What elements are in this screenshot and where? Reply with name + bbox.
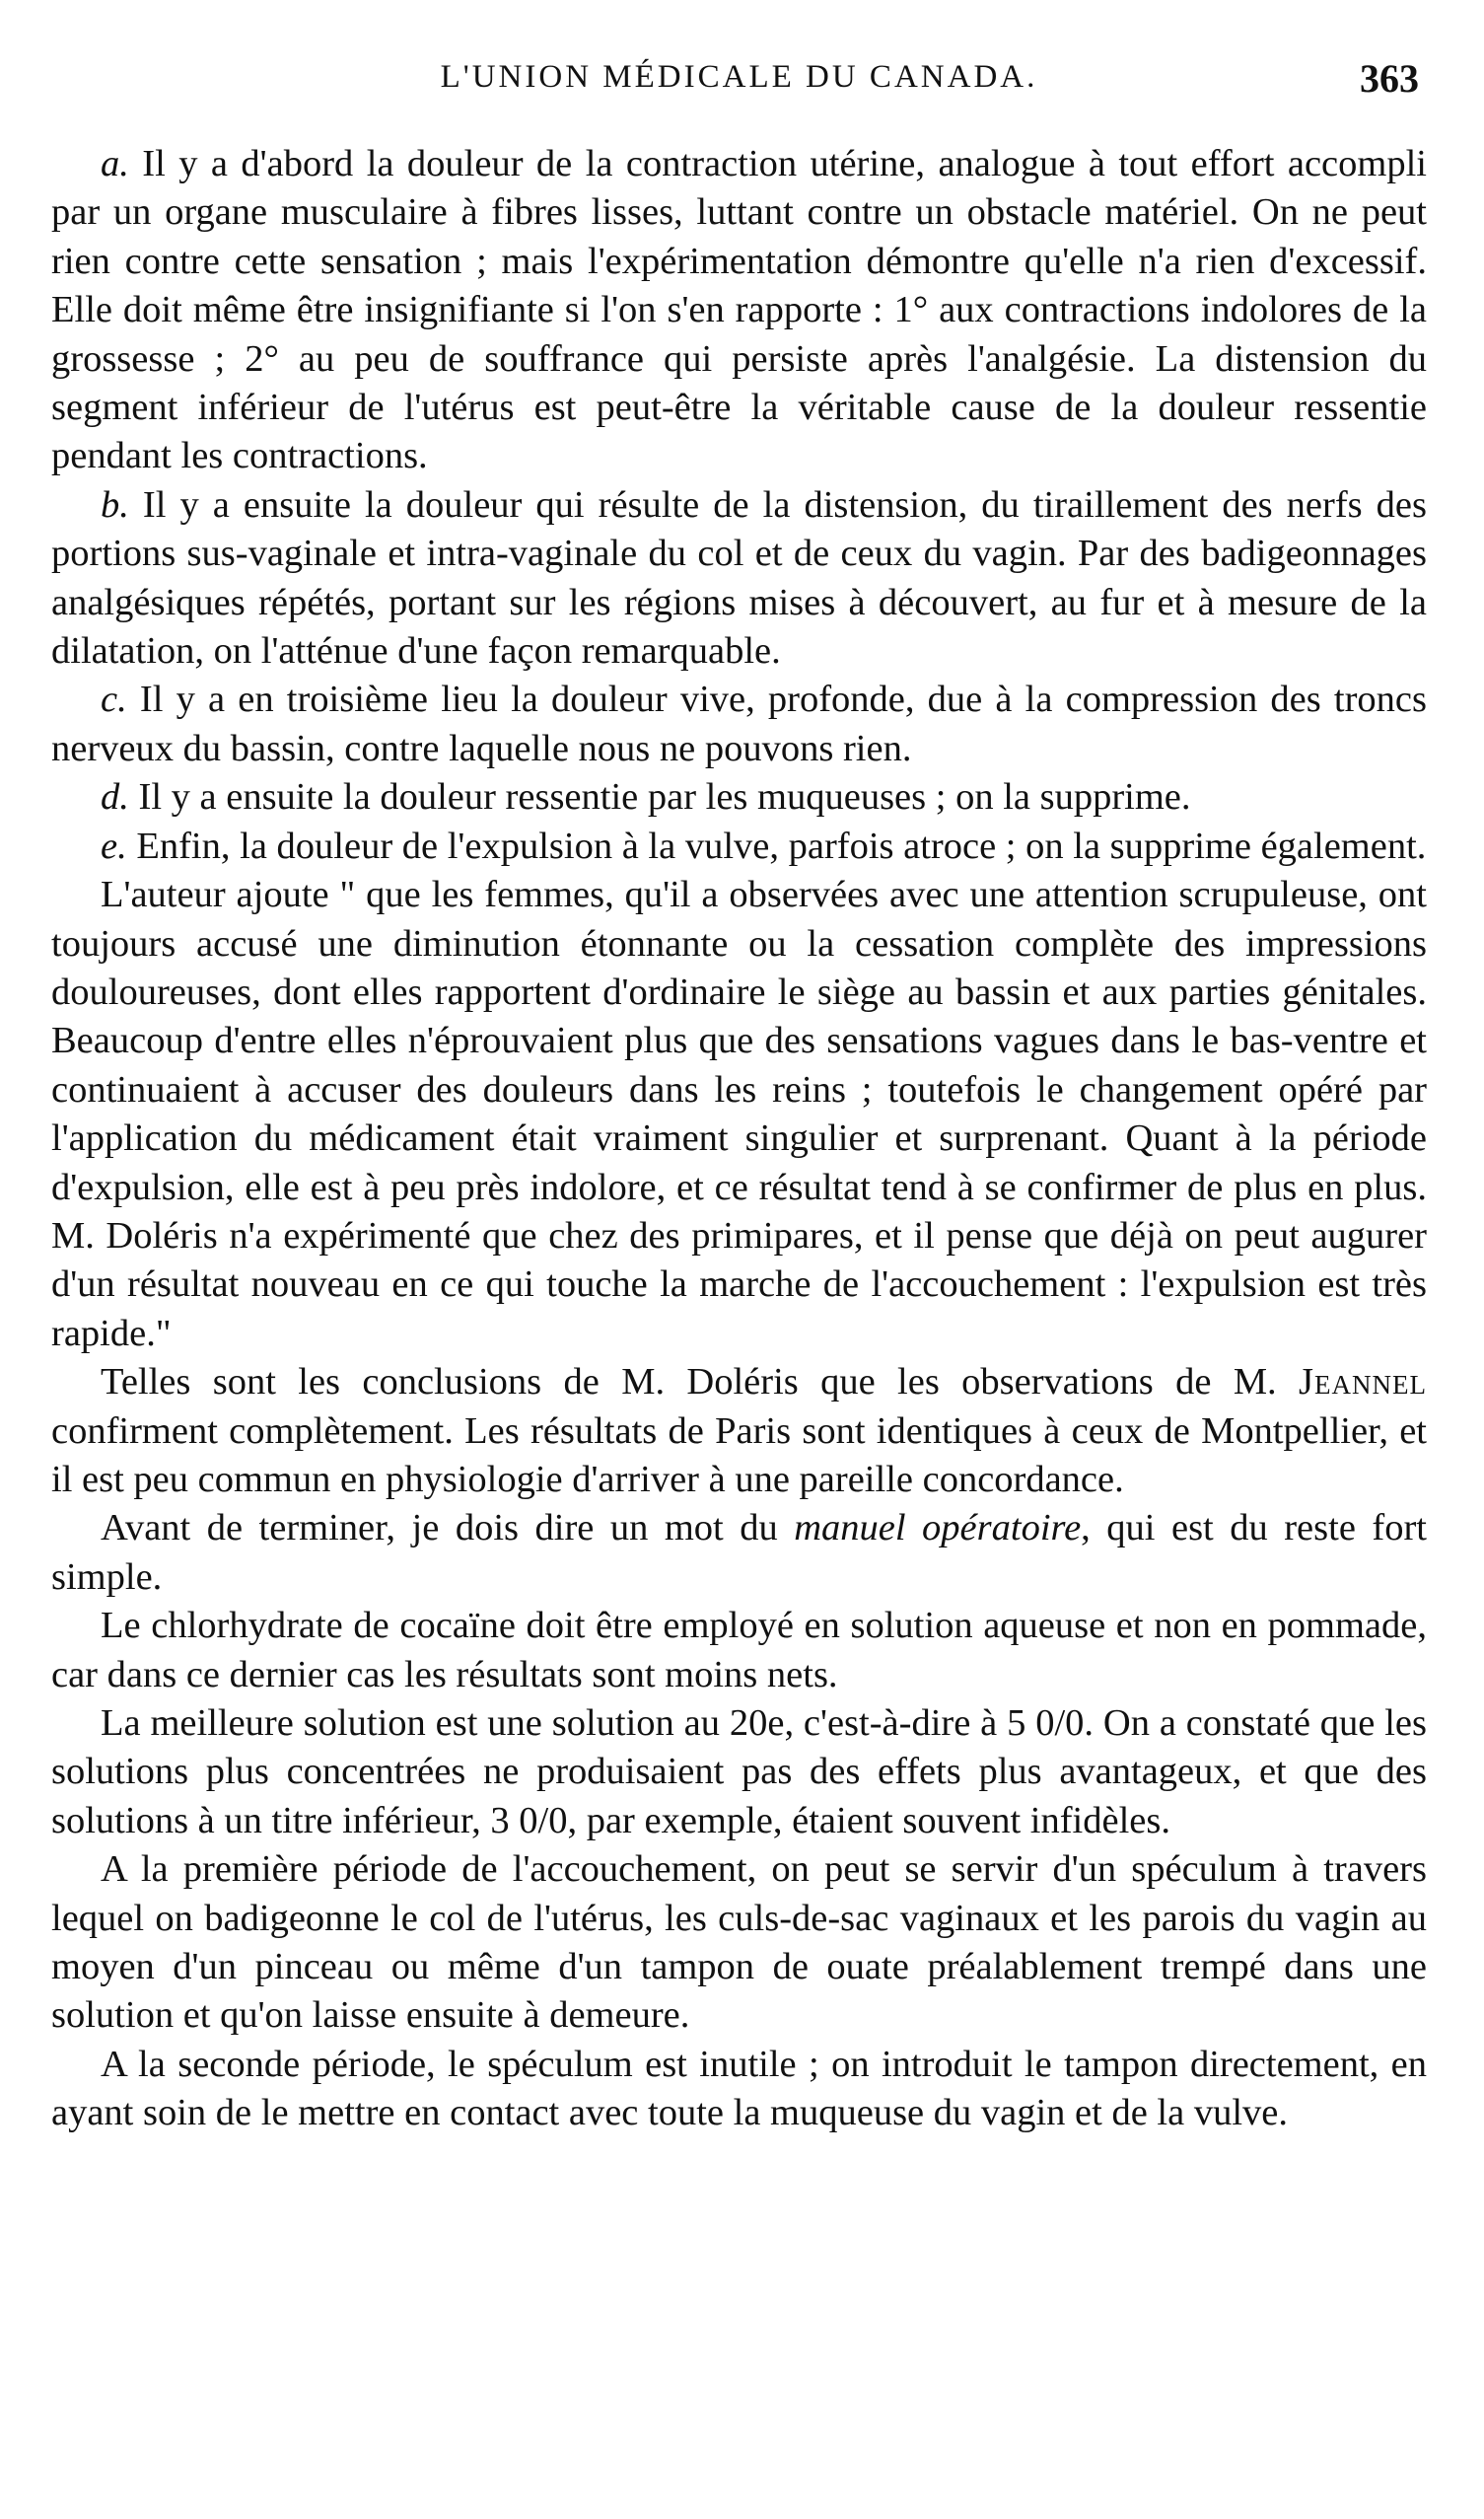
paragraph-e [51, 823, 1427, 871]
paragraph-text: Il y a d'abord la douleur de la contraction utérine, analogue à tout effort accompli par un organe musculaire à fibres lisses, luttant contre un obstacle matériel. On ne peut rien contre cette sensation ; mais l'expérimentation démontre qu'elle n'a rien d'excessif. Elle doit même être insignifiante si l'on s'en rapporte : 1° aux contractions indolores de la grossesse ; 2° au peu de souffrance qui persiste après l'analgésie. La distension du segment inférieur de l'utérus est peut-être la véritable cause de la douleur ressentie pendant les contractions. [51, 143, 1427, 477]
paragraph-marker: c. [101, 679, 127, 721]
paragraph-first-period [51, 1845, 1427, 2041]
paragraph-marker: e. [101, 825, 127, 867]
paragraph-marker: b. [101, 483, 129, 526]
paragraph-a [51, 140, 1427, 481]
paragraph-second-period [51, 2041, 1427, 2138]
paragraph-text: confirment complètement. Les résultats de Paris sont identiques à ceux de Montpellier, et il est peu commun en physiologie d'arriver à une pareille concordance. [51, 1409, 1427, 1500]
paragraph-text: Le chlorhydrate de cocaïne doit être employé en solution aqueuse et non en pommade, car dans ce dernier cas les résultats sont moins nets. [51, 1605, 1427, 1695]
paragraph-chlorhydrate [51, 1602, 1427, 1699]
paragraph-c [51, 676, 1427, 773]
body-text [51, 140, 1427, 2138]
paragraph-text: A la première période de l'accouchement, on peut se servir d'un spéculum à travers lequel on badigeonne le col de l'utérus, les culs-de-sac vaginaux et les parois du vagin au moyen d'un pinceau ou même d'un tampon de ouate préalablement trempé dans une solution et qu'on laisse ensuite à demeure. [51, 1848, 1427, 2037]
document-page [51, 56, 1427, 2485]
paragraph-text: L'auteur ajoute " que les femmes, qu'il a observées avec une attention scrupuleuse, ont toujours accusé une diminution étonnante ou la cessation complète des impressions douloureuses, dont elles rapportent d'ordinaire le siège au bassin et aux parties génitales. Beaucoup d'entre elles n'éprouvaient plus que des sensations vagues dans le bas-ventre et continuaient à accuser des douleurs dans les reins ; toutefois le changement opéré par l'application du médicament était vraiment singulier et surprenant. Quant à la période d'expulsion, elle est à peu près indolore, et ce résultat tend à se confirmer de plus en plus. M. Doléris n'a expérimenté que chez des primipares, et il pense que déjà on peut augurer d'un résultat nouveau en ce qui touche la marche de l'accouchement : l'expulsion est très rapide." [51, 874, 1427, 1354]
paragraph-marker: d. [101, 776, 129, 819]
page-number: 363 [1360, 56, 1419, 101]
author-name: Jeannel [1299, 1361, 1427, 1403]
paragraph-author-quote [51, 871, 1427, 1358]
paragraph-marker: a. [101, 143, 129, 184]
paragraph-text: Il y a ensuite la douleur qui résulte de la distension, du tiraillement des nerfs des portions sus-vaginale et intra-vaginale du col et de ceux du vagin. Par des badigeonnages analgésiques répétés, portant sur les régions mises à découvert, au fur et à mesure de la dilatation, on l'atténue d'une façon remarquable. [51, 483, 1427, 673]
paragraph-solution [51, 1699, 1427, 1845]
paragraph-b [51, 481, 1427, 677]
paragraph-text: , qui est du reste fort simple. [51, 1507, 1427, 1598]
emphasis-text: manuel opératoire [794, 1507, 1082, 1549]
paragraph-conclusions [51, 1358, 1427, 1504]
paragraph-text: Enfin, la douleur de l'expulsion à la vulve, parfois atroce ; on la supprime également. [126, 825, 1427, 867]
paragraph-text: Telles sont les conclusions de M. Doléris que les observations de M. [101, 1361, 1300, 1403]
paragraph-text: A la seconde période, le spéculum est inutile ; on introduit le tampon directement, en ayant soin de le mettre en contact avec toute la muqueuse du vagin et de la vulve. [51, 2043, 1427, 2134]
running-title: L'UNION MÉDICALE DU CANADA. [440, 59, 1038, 95]
paragraph-text: Il y a en troisième lieu la douleur vive, profonde, due à la compression des troncs nerveux du bassin, contre laquelle nous ne pouvons rien. [51, 679, 1427, 769]
paragraph-manual [51, 1504, 1427, 1602]
paragraph-text: Il y a ensuite la douleur ressentie par les muqueuses ; on la supprime. [128, 776, 1191, 819]
paragraph-text: La meilleure solution est une solution au 20e, c'est-à-dire à 5 0/0. On a constaté que les solutions plus concentrées ne produisaient pas des effets plus avantageux, et que des solutions à un titre inférieur, 3 0/0, par exemple, étaient souvent infidèles. [51, 1702, 1427, 1841]
paragraph-text: Avant de terminer, je dois dire un mot du [101, 1507, 795, 1549]
page-header [51, 56, 1427, 112]
paragraph-d [51, 773, 1427, 822]
